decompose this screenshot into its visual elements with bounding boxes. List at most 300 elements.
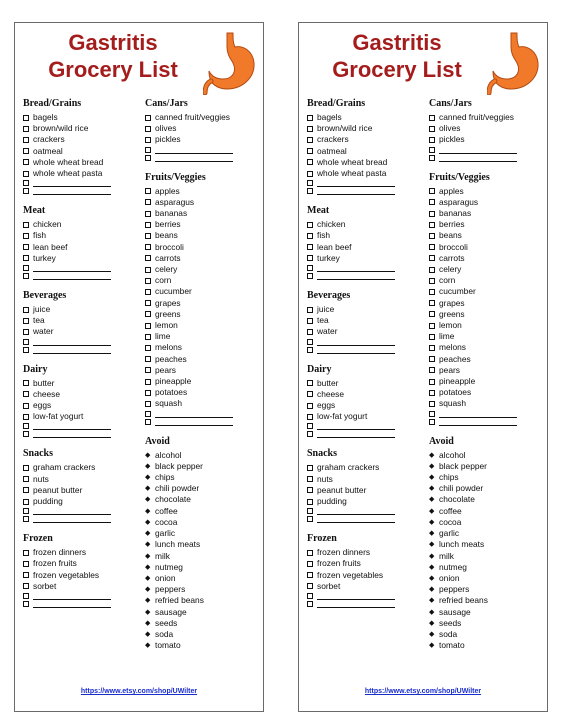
checkbox-icon[interactable] — [23, 188, 29, 194]
checkbox-icon[interactable] — [23, 414, 29, 420]
checkbox-icon[interactable] — [23, 159, 29, 165]
list-item[interactable] — [307, 378, 427, 389]
blank-entry[interactable] — [307, 179, 427, 187]
write-in-line[interactable] — [33, 272, 111, 280]
write-in-line[interactable] — [317, 507, 395, 515]
checkbox-icon[interactable] — [145, 278, 151, 284]
blank-entry[interactable] — [307, 592, 427, 600]
diamond-icon: ◆ — [429, 518, 435, 526]
checkbox-icon[interactable] — [429, 419, 435, 425]
list-item[interactable] — [145, 275, 263, 286]
blank-entry[interactable] — [307, 187, 427, 195]
blank-entry[interactable] — [23, 338, 143, 346]
list-item[interactable] — [23, 123, 143, 134]
checkbox-icon[interactable] — [307, 171, 313, 177]
write-in-line[interactable] — [33, 430, 111, 438]
write-in-line[interactable] — [33, 515, 111, 523]
checkbox-icon[interactable] — [307, 572, 313, 578]
checkbox-icon[interactable] — [145, 137, 151, 143]
blank-entry[interactable] — [307, 264, 427, 272]
checkbox-icon[interactable] — [307, 233, 313, 239]
blank-entry[interactable] — [429, 418, 547, 426]
blank-entry[interactable] — [23, 272, 143, 280]
checkbox-icon[interactable] — [23, 137, 29, 143]
checkbox-icon[interactable] — [429, 300, 435, 306]
checkbox-icon[interactable] — [307, 380, 313, 386]
checkbox-icon[interactable] — [23, 423, 29, 429]
checkbox-icon[interactable] — [429, 147, 435, 153]
list-item[interactable] — [307, 230, 427, 241]
blank-entry[interactable] — [23, 515, 143, 523]
list-item[interactable] — [307, 389, 427, 400]
shop-link[interactable]: https://www.etsy.com/shop/UWilter — [364, 688, 482, 695]
checkbox-icon[interactable] — [307, 329, 313, 335]
list-item[interactable] — [429, 398, 547, 409]
checkbox-icon[interactable] — [23, 465, 29, 471]
checkbox-icon[interactable] — [23, 222, 29, 228]
checkbox-icon[interactable] — [145, 311, 151, 317]
checkbox-icon[interactable] — [307, 550, 313, 556]
checkbox-icon[interactable] — [307, 583, 313, 589]
blank-entry[interactable] — [307, 600, 427, 608]
checkbox-icon[interactable] — [307, 391, 313, 397]
blank-entry[interactable] — [307, 346, 427, 354]
checkbox-icon[interactable] — [23, 431, 29, 437]
list-item[interactable] — [429, 286, 547, 297]
checkbox-icon[interactable] — [307, 431, 313, 437]
list-item[interactable] — [23, 581, 143, 592]
list-item[interactable] — [307, 123, 427, 134]
list-item[interactable] — [429, 123, 547, 134]
list-item[interactable] — [429, 253, 547, 264]
list-item[interactable] — [145, 264, 263, 275]
list-item[interactable] — [23, 400, 143, 411]
checkbox-icon[interactable] — [145, 401, 151, 407]
checkbox-icon[interactable] — [429, 126, 435, 132]
list-item[interactable] — [145, 387, 263, 398]
checkbox-icon[interactable] — [23, 339, 29, 345]
checkbox-icon[interactable] — [23, 499, 29, 505]
checkbox-icon[interactable] — [307, 601, 313, 607]
item-label: bagels — [33, 112, 58, 122]
checkbox-icon[interactable] — [23, 318, 29, 324]
write-in-line[interactable] — [33, 179, 111, 187]
checkbox-icon[interactable] — [429, 211, 435, 217]
checkbox-icon[interactable] — [307, 273, 313, 279]
list-item[interactable] — [23, 570, 143, 581]
checkbox-icon[interactable] — [145, 115, 151, 121]
write-in-line[interactable] — [155, 146, 233, 154]
checkbox-icon[interactable] — [307, 255, 313, 261]
list-item[interactable] — [429, 354, 547, 365]
item-label: chili powder — [155, 483, 200, 494]
write-in-line[interactable] — [439, 146, 517, 154]
list-item[interactable] — [23, 485, 143, 496]
write-in-line[interactable] — [33, 422, 111, 430]
write-in-line[interactable] — [155, 154, 233, 162]
list-item[interactable] — [145, 376, 263, 387]
blank-entry[interactable] — [23, 430, 143, 438]
checkbox-icon[interactable] — [145, 411, 151, 417]
checkbox-icon[interactable] — [307, 499, 313, 505]
checkbox-icon[interactable] — [145, 289, 151, 295]
blank-entry[interactable] — [23, 187, 143, 195]
checkbox-icon[interactable] — [145, 390, 151, 396]
list-item[interactable] — [23, 230, 143, 241]
write-in-line[interactable] — [33, 600, 111, 608]
list-item[interactable] — [23, 474, 143, 485]
checkbox-icon[interactable] — [23, 115, 29, 121]
checkbox-icon[interactable] — [23, 380, 29, 386]
list-item[interactable] — [429, 186, 547, 197]
list-item[interactable] — [23, 326, 143, 337]
checkbox-icon[interactable] — [145, 188, 151, 194]
checkbox-icon[interactable] — [429, 345, 435, 351]
checkbox-icon[interactable] — [307, 423, 313, 429]
list-item[interactable] — [145, 342, 263, 353]
checkbox-icon[interactable] — [23, 255, 29, 261]
list-item[interactable] — [307, 496, 427, 507]
list-item[interactable] — [145, 286, 263, 297]
write-in-line[interactable] — [317, 600, 395, 608]
checkbox-icon[interactable] — [429, 356, 435, 362]
checkbox-icon[interactable] — [307, 476, 313, 482]
checkbox-icon[interactable] — [429, 155, 435, 161]
blank-entry[interactable] — [23, 264, 143, 272]
list-item[interactable] — [307, 146, 427, 157]
checkbox-icon[interactable] — [23, 244, 29, 250]
checkbox-icon[interactable] — [23, 307, 29, 313]
write-in-line[interactable] — [317, 264, 395, 272]
write-in-line[interactable] — [33, 592, 111, 600]
blank-entry[interactable] — [145, 410, 263, 418]
list-item[interactable] — [307, 547, 427, 558]
checkbox-icon[interactable] — [429, 115, 435, 121]
write-in-line[interactable] — [317, 422, 395, 430]
write-in-line[interactable] — [317, 346, 395, 354]
list-item[interactable] — [429, 298, 547, 309]
write-in-line[interactable] — [439, 410, 517, 418]
list-item[interactable] — [145, 219, 263, 230]
checkbox-icon[interactable] — [307, 148, 313, 154]
blank-entry[interactable] — [307, 272, 427, 280]
checkbox-icon[interactable] — [307, 188, 313, 194]
checkbox-icon[interactable] — [23, 148, 29, 154]
list-item[interactable] — [429, 387, 547, 398]
blank-entry[interactable] — [23, 422, 143, 430]
checkbox-icon[interactable] — [23, 601, 29, 607]
checkbox-icon[interactable] — [145, 323, 151, 329]
write-in-line[interactable] — [317, 515, 395, 523]
checkbox-icon[interactable] — [429, 390, 435, 396]
checkbox-icon[interactable] — [429, 278, 435, 284]
checkbox-icon[interactable] — [307, 347, 313, 353]
checkbox-icon[interactable] — [145, 155, 151, 161]
list-item[interactable] — [23, 547, 143, 558]
list-item[interactable] — [23, 378, 143, 389]
checkbox-icon[interactable] — [145, 222, 151, 228]
list-item[interactable] — [145, 230, 263, 241]
list-item[interactable] — [307, 219, 427, 230]
list-item[interactable] — [23, 253, 143, 264]
checkbox-icon[interactable] — [23, 572, 29, 578]
checkbox-icon[interactable] — [307, 318, 313, 324]
checkbox-icon[interactable] — [429, 233, 435, 239]
list-item[interactable] — [307, 400, 427, 411]
write-in-line[interactable] — [317, 430, 395, 438]
list-item[interactable] — [429, 342, 547, 353]
list-item[interactable] — [145, 365, 263, 376]
checkbox-icon[interactable] — [429, 188, 435, 194]
list-item[interactable] — [307, 315, 427, 326]
list-item[interactable] — [307, 326, 427, 337]
checkbox-icon[interactable] — [145, 345, 151, 351]
list-item[interactable] — [23, 411, 143, 422]
list-item[interactable] — [307, 558, 427, 569]
checkbox-icon[interactable] — [145, 334, 151, 340]
checkbox-icon[interactable] — [23, 265, 29, 271]
checkbox-icon[interactable] — [145, 147, 151, 153]
list-item[interactable] — [23, 496, 143, 507]
checkbox-icon[interactable] — [429, 379, 435, 385]
list-item[interactable] — [23, 168, 143, 179]
blank-entry[interactable] — [23, 592, 143, 600]
list-item[interactable] — [145, 242, 263, 253]
write-in-line[interactable] — [155, 410, 233, 418]
list-item[interactable] — [145, 208, 263, 219]
blank-entry[interactable] — [429, 154, 547, 162]
write-in-line[interactable] — [33, 264, 111, 272]
list-item[interactable] — [145, 309, 263, 320]
list-item[interactable] — [429, 320, 547, 331]
checkbox-icon[interactable] — [307, 159, 313, 165]
checkbox-icon[interactable] — [23, 180, 29, 186]
list-item[interactable] — [145, 123, 263, 134]
list-item[interactable] — [307, 581, 427, 592]
checkbox-icon[interactable] — [23, 508, 29, 514]
checkbox-icon[interactable] — [429, 222, 435, 228]
blank-entry[interactable] — [429, 146, 547, 154]
checkbox-icon[interactable] — [23, 273, 29, 279]
list-item[interactable] — [145, 134, 263, 145]
checkbox-icon[interactable] — [145, 379, 151, 385]
list-item[interactable] — [23, 389, 143, 400]
item-label: pudding — [317, 496, 347, 507]
checkbox-icon[interactable] — [145, 356, 151, 362]
checkbox-icon[interactable] — [145, 367, 151, 373]
list-item[interactable] — [23, 112, 143, 123]
diamond-icon: ◆ — [145, 552, 151, 560]
write-in-line[interactable] — [33, 187, 111, 195]
list-item[interactable] — [307, 242, 427, 253]
list-item[interactable] — [307, 474, 427, 485]
checkbox-icon[interactable] — [429, 411, 435, 417]
checkbox-icon[interactable] — [307, 561, 313, 567]
checkbox-icon[interactable] — [307, 307, 313, 313]
list-item[interactable] — [429, 242, 547, 253]
list-item[interactable] — [429, 264, 547, 275]
blank-entry[interactable] — [23, 346, 143, 354]
list-item[interactable] — [145, 320, 263, 331]
checkbox-icon[interactable] — [23, 561, 29, 567]
list-item[interactable] — [145, 197, 263, 208]
list-item[interactable] — [429, 376, 547, 387]
write-in-line[interactable] — [317, 338, 395, 346]
write-in-line[interactable] — [439, 154, 517, 162]
checkbox-icon[interactable] — [145, 126, 151, 132]
list-item[interactable] — [429, 208, 547, 219]
blank-entry[interactable] — [429, 410, 547, 418]
checkbox-icon[interactable] — [145, 233, 151, 239]
blank-entry[interactable] — [145, 154, 263, 162]
checkbox-icon[interactable] — [23, 126, 29, 132]
list-item[interactable] — [429, 230, 547, 241]
blank-entry[interactable] — [307, 338, 427, 346]
list-item[interactable] — [23, 558, 143, 569]
checkbox-icon[interactable] — [307, 244, 313, 250]
write-in-line[interactable] — [33, 338, 111, 346]
list-item[interactable] — [429, 134, 547, 145]
write-in-line[interactable] — [155, 418, 233, 426]
list-item[interactable] — [307, 168, 427, 179]
checkbox-icon[interactable] — [23, 593, 29, 599]
blank-entry[interactable] — [145, 146, 263, 154]
checkbox-icon[interactable] — [307, 465, 313, 471]
checkbox-icon[interactable] — [429, 199, 435, 205]
checkbox-icon[interactable] — [23, 403, 29, 409]
blank-entry[interactable] — [23, 600, 143, 608]
write-in-line[interactable] — [317, 179, 395, 187]
list-item[interactable] — [23, 219, 143, 230]
checkbox-icon[interactable] — [23, 347, 29, 353]
checkbox-icon[interactable] — [23, 516, 29, 522]
checkbox-icon[interactable] — [145, 300, 151, 306]
checkbox-icon[interactable] — [23, 583, 29, 589]
write-in-line[interactable] — [33, 507, 111, 515]
checkbox-icon[interactable] — [429, 367, 435, 373]
write-in-line[interactable] — [33, 346, 111, 354]
list-item[interactable] — [145, 354, 263, 365]
list-item — [429, 506, 547, 517]
list-item[interactable] — [307, 485, 427, 496]
checkbox-icon[interactable] — [145, 199, 151, 205]
checkbox-icon[interactable] — [429, 267, 435, 273]
checkbox-icon[interactable] — [145, 419, 151, 425]
list-item[interactable] — [429, 197, 547, 208]
checkbox-icon[interactable] — [307, 115, 313, 121]
list-item[interactable] — [307, 304, 427, 315]
checkbox-icon[interactable] — [429, 401, 435, 407]
checkbox-icon[interactable] — [145, 267, 151, 273]
checkbox-icon[interactable] — [307, 339, 313, 345]
list-item[interactable] — [23, 315, 143, 326]
list-item[interactable] — [145, 186, 263, 197]
list-item[interactable] — [145, 331, 263, 342]
list-item[interactable] — [429, 331, 547, 342]
checkbox-icon[interactable] — [307, 593, 313, 599]
shop-link[interactable]: https://www.etsy.com/shop/UWilter — [80, 688, 198, 695]
blank-entry[interactable] — [23, 507, 143, 515]
write-in-line[interactable] — [439, 418, 517, 426]
write-in-line[interactable] — [317, 272, 395, 280]
checkbox-icon[interactable] — [145, 255, 151, 261]
checkbox-icon[interactable] — [429, 289, 435, 295]
list-item[interactable] — [429, 365, 547, 376]
checkbox-icon[interactable] — [145, 244, 151, 250]
item-label: seeds — [439, 617, 462, 628]
checkbox-icon[interactable] — [307, 180, 313, 186]
blank-entry[interactable] — [307, 507, 427, 515]
checkbox-icon[interactable] — [145, 211, 151, 217]
list-item[interactable] — [429, 275, 547, 286]
checkbox-icon[interactable] — [23, 233, 29, 239]
checkbox-icon[interactable] — [307, 137, 313, 143]
blank-entry[interactable] — [307, 515, 427, 523]
checkbox-icon[interactable] — [429, 255, 435, 261]
list-item[interactable] — [145, 112, 263, 123]
blank-entry[interactable] — [23, 179, 143, 187]
list-item[interactable] — [429, 309, 547, 320]
list-item[interactable] — [23, 146, 143, 157]
list-item[interactable] — [23, 157, 143, 168]
checkbox-icon[interactable] — [307, 403, 313, 409]
list-item[interactable] — [23, 134, 143, 145]
checkbox-icon[interactable] — [429, 323, 435, 329]
blank-entry[interactable] — [307, 430, 427, 438]
list-item[interactable] — [145, 253, 263, 264]
item-label: olives — [439, 123, 461, 134]
checkbox-icon[interactable] — [307, 265, 313, 271]
checkbox-icon[interactable] — [307, 487, 313, 493]
list-item[interactable] — [23, 462, 143, 473]
checkbox-icon[interactable] — [307, 508, 313, 514]
blank-entry[interactable] — [307, 422, 427, 430]
checkbox-icon[interactable] — [23, 391, 29, 397]
item-label: nuts — [33, 473, 49, 484]
list-item[interactable] — [307, 462, 427, 473]
list-item[interactable] — [429, 219, 547, 230]
checkbox-icon[interactable] — [23, 476, 29, 482]
list-item[interactable] — [307, 570, 427, 581]
write-in-line[interactable] — [317, 187, 395, 195]
checkbox-icon[interactable] — [23, 171, 29, 177]
checkbox-icon[interactable] — [307, 126, 313, 132]
blank-entry[interactable] — [145, 418, 263, 426]
list-item[interactable] — [307, 157, 427, 168]
list-item[interactable] — [307, 411, 427, 422]
list-item[interactable] — [307, 112, 427, 123]
checkbox-icon[interactable] — [429, 311, 435, 317]
checkbox-icon[interactable] — [307, 414, 313, 420]
list-item[interactable] — [429, 112, 547, 123]
checkbox-icon[interactable] — [307, 222, 313, 228]
checkbox-icon[interactable] — [429, 334, 435, 340]
list-item[interactable] — [145, 298, 263, 309]
list-item[interactable] — [145, 398, 263, 409]
checkbox-icon[interactable] — [307, 516, 313, 522]
list-item[interactable] — [307, 253, 427, 264]
list-item[interactable] — [307, 134, 427, 145]
checkbox-icon[interactable] — [23, 550, 29, 556]
list-item[interactable] — [23, 304, 143, 315]
checkbox-icon[interactable] — [429, 244, 435, 250]
diamond-icon: ◆ — [145, 574, 151, 582]
write-in-line[interactable] — [317, 592, 395, 600]
checkbox-icon[interactable] — [429, 137, 435, 143]
checkbox-icon[interactable] — [23, 487, 29, 493]
checkbox-icon[interactable] — [23, 329, 29, 335]
list-item[interactable] — [23, 242, 143, 253]
